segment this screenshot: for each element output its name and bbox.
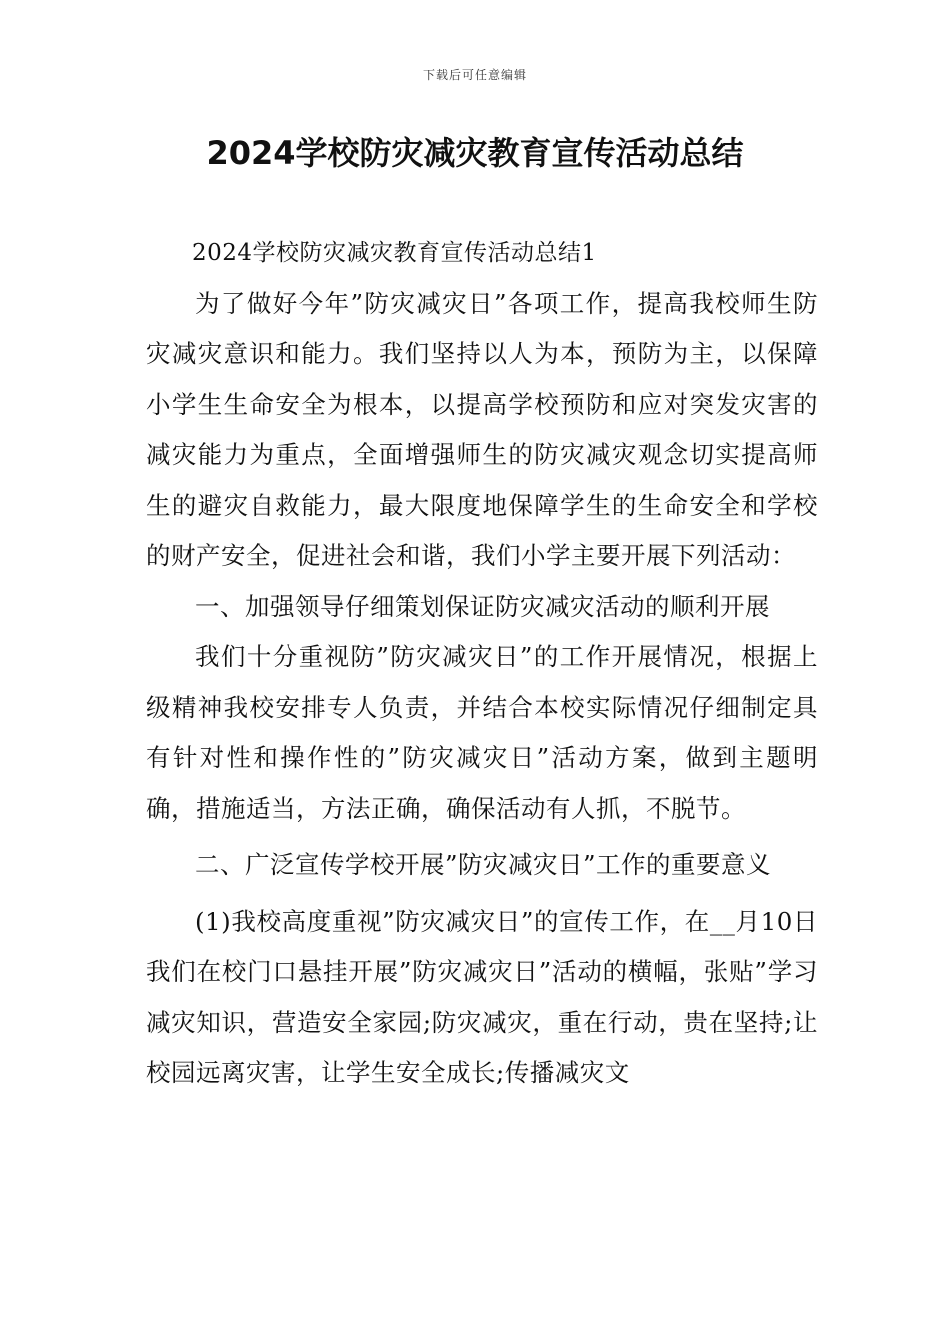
document-body	[146, 228, 818, 1099]
section-heading-2: 二、广泛宣传学校开展”防灾减灾日”工作的重要意义	[195, 850, 772, 879]
paragraph-leadership: 我们十分重视防”防灾减灾日”的工作开展情况，根据上级精神我校安排专人负责，并结合本校实际情况仔细制定具有针对性和操作性的”防灾减灾日”活动方案，做到主题明确，措施适当，方法正确，确保活动有人抓，不脱节。	[146, 642, 818, 823]
header-note: 下载后可任意编辑	[422, 68, 527, 82]
paragraph-publicity: (1)我校高度重视”防灾减灾日”的宣传工作，在__月10日我们在校门口悬挂开展”防灾减灾日”活动的横幅，张贴”学习减灾知识，营造安全家园;防灾减灾，重在行动，贵在坚持;让校园远离灾害，让学生安全成长;传播减灾文	[146, 906, 818, 1087]
section-subtitle: 2024学校防灾减灾教育宣传活动总结1	[192, 240, 597, 266]
paragraph-intro: 为了做好今年”防灾减灾日”各项工作，提高我校师生防灾减灾意识和能力。我们坚持以人为本，预防为主，以保障小学生生命安全为根本，以提高学校预防和应对突发灾害的减灾能力为重点，全面增强师生的防灾减灾观念切实提高师生的避灾自救能力，最大限度地保障学生的生命安全和学校的财产安全，促进社会和谐，我们小学主要开展下列活动：	[146, 288, 818, 570]
document-title: 2024学校防灾减灾教育宣传活动总结	[206, 134, 744, 172]
section-heading-1: 一、加强领导仔细策划保证防灾减灾活动的顺利开展	[195, 591, 770, 621]
